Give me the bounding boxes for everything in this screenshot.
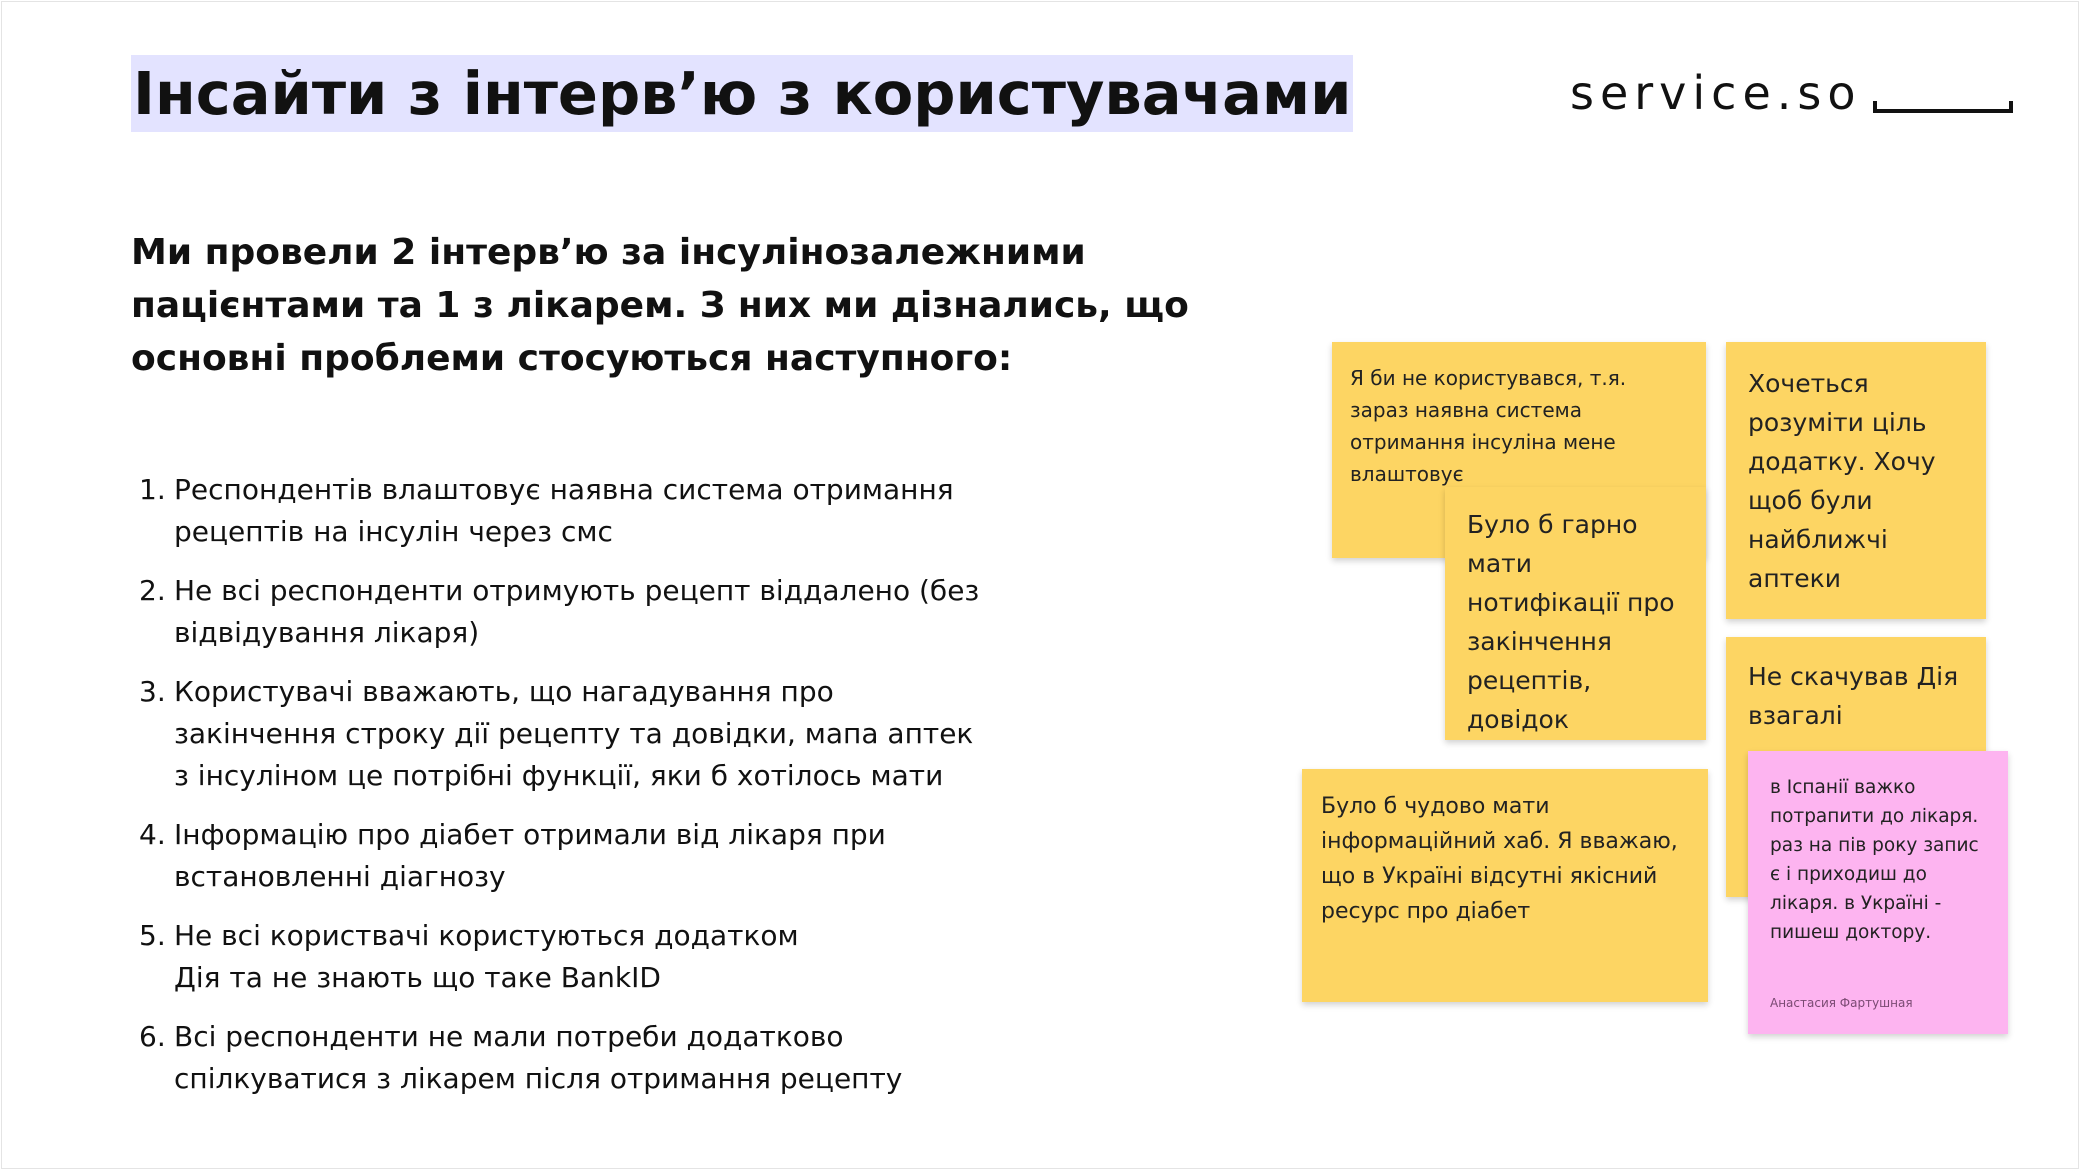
findings-list	[131, 469, 1031, 1117]
list-item-text: Користувачі вважають, що нагадування про закінчення строку дії рецепту та довідки, мапа аптек з інсуліном це потрібні функції, яки б хотілось мати	[174, 675, 974, 792]
list-item	[131, 814, 1031, 898]
list-number: 2.	[139, 574, 166, 607]
list-number: 5.	[139, 919, 166, 952]
list-item	[131, 570, 1031, 654]
list-number: 4.	[139, 818, 166, 851]
list-item	[131, 1016, 1031, 1100]
list-item-text: Респондентів влаштовує наявна система отримання рецептів на інсулін через смс	[174, 473, 954, 548]
sticky-note-spain[interactable]	[1748, 751, 2008, 1034]
list-item	[131, 915, 1031, 999]
sticky-note-text: Я би не користувався, т.я. зараз наявна система отримання інсуліна мене влаштовує	[1350, 366, 1627, 486]
slide	[1, 1, 2079, 1169]
sticky-note-text: Хочеться розуміти ціль додатку. Хочу щоб були найближчі аптеки	[1748, 369, 1936, 593]
list-number: 3.	[139, 675, 166, 708]
brand-logo: service.so	[1570, 66, 1862, 120]
list-item	[131, 671, 1031, 797]
sticky-note-app-purpose[interactable]	[1726, 342, 1986, 619]
list-number: 1.	[139, 473, 166, 506]
sticky-note-text: в Іспанії важко потрапити до лікаря. раз на пів року запис є і приходиш до лікаря. в Україні - пишеш доктору.	[1770, 777, 1979, 943]
list-item-text: Всі респонденти не мали потреби додатково спілкуватися з лікарем після отримання рецепту	[174, 1020, 903, 1095]
brand-underline	[1873, 101, 2013, 113]
sticky-note-author: Анастасия Фартушная	[1770, 996, 1913, 1010]
sticky-note-text: Було б гарно мати нотифікації про закінчення рецептів, довідок	[1467, 510, 1675, 734]
sticky-note-text: Було б чудово мати інформаційний хаб. Я вважаю, що в Україні відсутні якісний ресурс про діабет	[1321, 794, 1678, 924]
sticky-note-notifications[interactable]	[1445, 487, 1706, 740]
list-item	[131, 469, 1031, 553]
sticky-note-text: Не скачував Дія взагалі	[1748, 662, 1959, 730]
page-title: Інсайти з інтерв’ю з користувачами	[133, 59, 1352, 128]
list-item-text: Не всі респонденти отримують рецепт віддалено (без відвідування лікаря)	[174, 574, 980, 649]
list-number: 6.	[139, 1020, 166, 1053]
title-highlight	[131, 55, 1353, 132]
intro-text: Ми провели 2 інтерв’ю за інсулінозалежними пацієнтами та 1 з лікарем. З них ми дізнались, що основні проблеми стосуються наступного:	[131, 232, 1189, 379]
list-item-text: Не всі користвачі користуються додатком Дія та не знають що таке BankID	[174, 919, 799, 994]
sticky-note-info-hub[interactable]	[1302, 769, 1708, 1002]
list-item-text: Інформацію про діабет отримали від лікаря при встановленні діагнозу	[174, 818, 886, 893]
